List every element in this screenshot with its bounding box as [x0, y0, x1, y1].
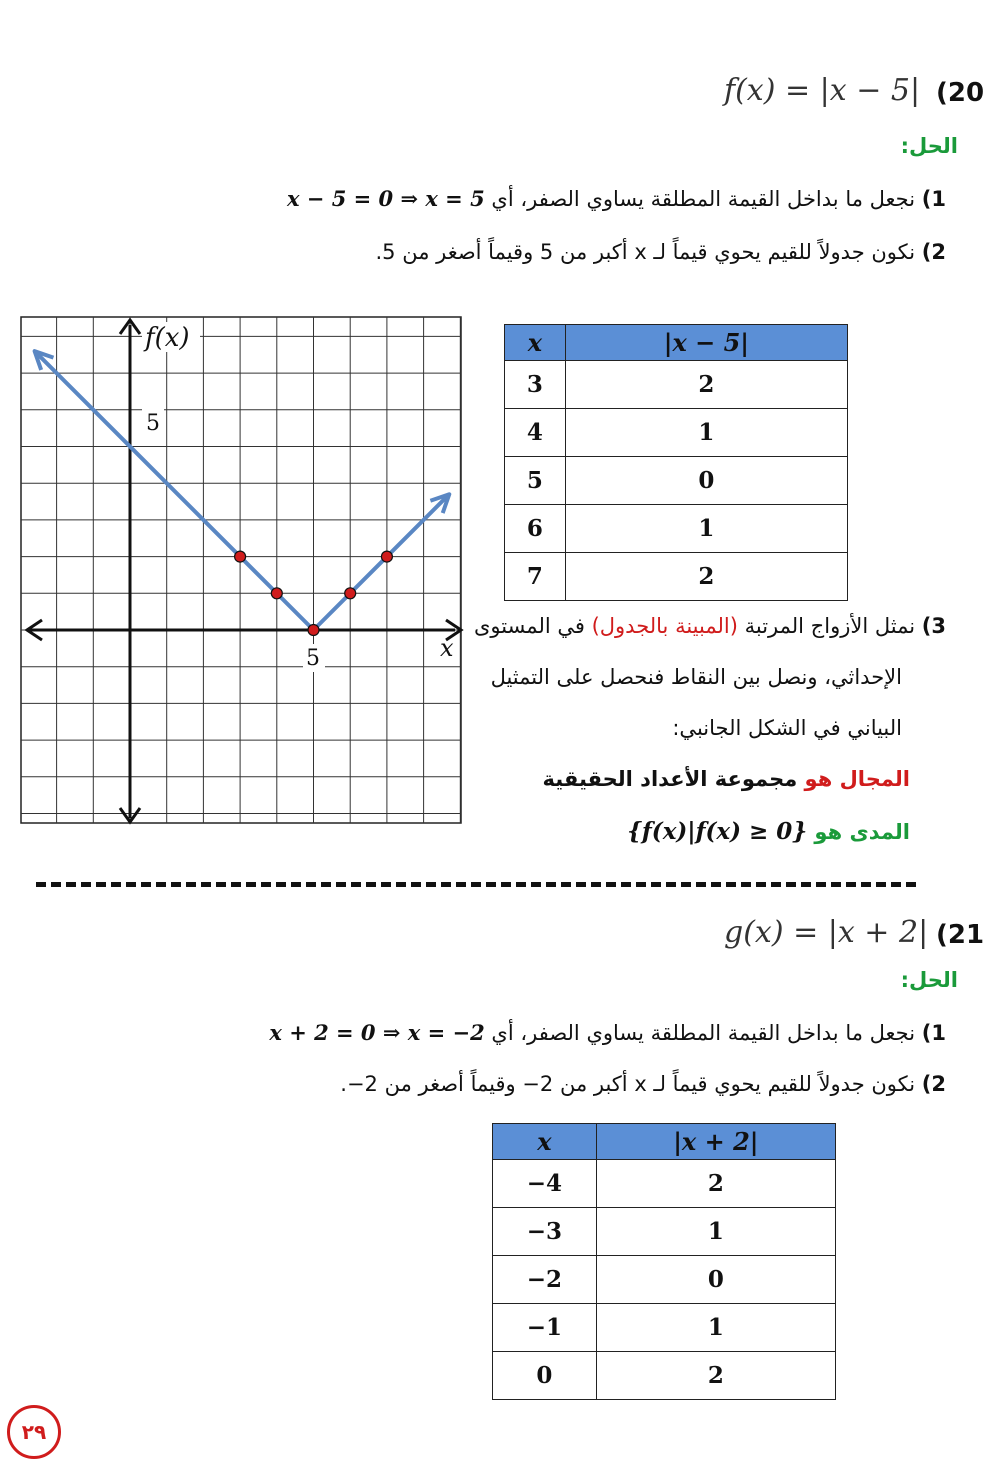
- values-table-20: [504, 324, 848, 601]
- p21-step1: [269, 1020, 946, 1045]
- cell: −1: [493, 1304, 597, 1352]
- cell: 1: [565, 409, 847, 457]
- cell: 1: [596, 1208, 835, 1256]
- graph-grid: [21, 317, 461, 823]
- y-tick-5: 5: [146, 411, 160, 436]
- table21-header-gx: |x + 2|: [596, 1124, 835, 1160]
- data-point: [308, 625, 319, 636]
- p20-step1-math: x − 5 = 0 ⇒ x = 5: [286, 186, 485, 211]
- problem-20-number: (20: [936, 78, 985, 108]
- p20-step2-text: نكون جدولاً للقيم يحوي قيماً لـ x أكبر من 5 وقيماً أصغر من 5.: [375, 240, 916, 264]
- p21-step1-number: 1): [921, 1021, 946, 1045]
- cell: 3: [505, 361, 566, 409]
- cell: 0: [596, 1256, 835, 1304]
- cell: 2: [565, 361, 847, 409]
- abs-value-graph: [0, 290, 480, 850]
- cell: 7: [505, 553, 566, 601]
- p21-step2: [340, 1072, 946, 1096]
- p21-step2-number: 2): [921, 1072, 946, 1096]
- table-row: [493, 1160, 836, 1208]
- data-point: [345, 588, 356, 599]
- x-tick-5: 5: [306, 646, 320, 671]
- table20-header-x: x: [505, 325, 566, 361]
- values-table-21: [492, 1123, 836, 1400]
- data-point: [235, 551, 246, 562]
- p20-step3-number: 3): [921, 614, 946, 638]
- table-row: [493, 1352, 836, 1400]
- solution-label-20: الحل:: [900, 134, 958, 158]
- cell: 1: [596, 1304, 835, 1352]
- table-row: [505, 361, 848, 409]
- cell: 0: [565, 457, 847, 505]
- p20-step2-number: 2): [921, 240, 946, 264]
- p20-domain: [543, 767, 910, 791]
- table-row: [493, 1304, 836, 1352]
- section-divider: [36, 882, 916, 887]
- cell: 2: [596, 1352, 835, 1400]
- table-row: [493, 1256, 836, 1304]
- cell: 4: [505, 409, 566, 457]
- problem-21-number: (21: [936, 920, 985, 950]
- data-point: [381, 551, 392, 562]
- cell: 0: [493, 1352, 597, 1400]
- p20-step1-number: 1): [921, 187, 946, 211]
- domain-value: مجموعة الأعداد الحقيقية: [542, 767, 798, 791]
- table20-header-fx: |x − 5|: [565, 325, 847, 361]
- p20-step3-highlight: (المبينة بالجدول): [591, 614, 738, 638]
- table-row: [493, 1208, 836, 1256]
- cell: 6: [505, 505, 566, 553]
- p20-step3-line2: الإحداثي، ونصل بين النقاط فنحصل على التمثيل: [490, 665, 902, 689]
- table-row: [505, 409, 848, 457]
- p20-step1: [287, 186, 946, 211]
- cell: 1: [565, 505, 847, 553]
- table21-header-x: x: [493, 1124, 597, 1160]
- cell: 2: [565, 553, 847, 601]
- cell: −2: [493, 1256, 597, 1304]
- range-value: {f(x)|f(x) ≥ 0}: [627, 818, 808, 845]
- p20-step2: [375, 240, 946, 264]
- range-label: المدى هو: [814, 820, 910, 844]
- problem-21-title: g(x) = |x + 2|: [724, 915, 929, 950]
- problem-20-title: f(x) = |x − 5|: [724, 73, 921, 108]
- x-axis-label: x: [440, 634, 454, 662]
- solution-label-21: الحل:: [900, 968, 958, 992]
- y-axis-label: f(x): [145, 323, 190, 353]
- graph-axes: [27, 320, 461, 822]
- p20-step3-text-a: نمثل الأزواج المرتبة: [744, 614, 916, 638]
- p21-step1-text: نجعل ما بداخل القيمة المطلقة يساوي الصفر، أي: [491, 1021, 916, 1045]
- domain-label: المجال هو: [804, 767, 910, 791]
- table-row: [505, 457, 848, 505]
- p20-step3-text-b: في المستوى: [473, 614, 585, 638]
- p21-step2-text: نكون جدولاً للقيم يحوي قيماً لـ x أكبر من 2− وقيماً أصغر من 2−.: [340, 1072, 916, 1096]
- table-row: [505, 505, 848, 553]
- p20-range: [627, 818, 910, 845]
- p20-step1-text: نجعل ما بداخل القيمة المطلقة يساوي الصفر، أي: [491, 187, 916, 211]
- cell: −3: [493, 1208, 597, 1256]
- p21-step1-math: x + 2 = 0 ⇒ x = −2: [269, 1020, 485, 1045]
- p20-step3-line1: [474, 614, 946, 638]
- table-row: [505, 553, 848, 601]
- grid-border: [21, 317, 461, 823]
- page-number: ٢٩: [7, 1405, 61, 1459]
- p20-step3-line3: البياني في الشكل الجانبي:: [672, 716, 902, 740]
- cell: 2: [596, 1160, 835, 1208]
- data-point: [271, 588, 282, 599]
- cell: −4: [493, 1160, 597, 1208]
- cell: 5: [505, 457, 566, 505]
